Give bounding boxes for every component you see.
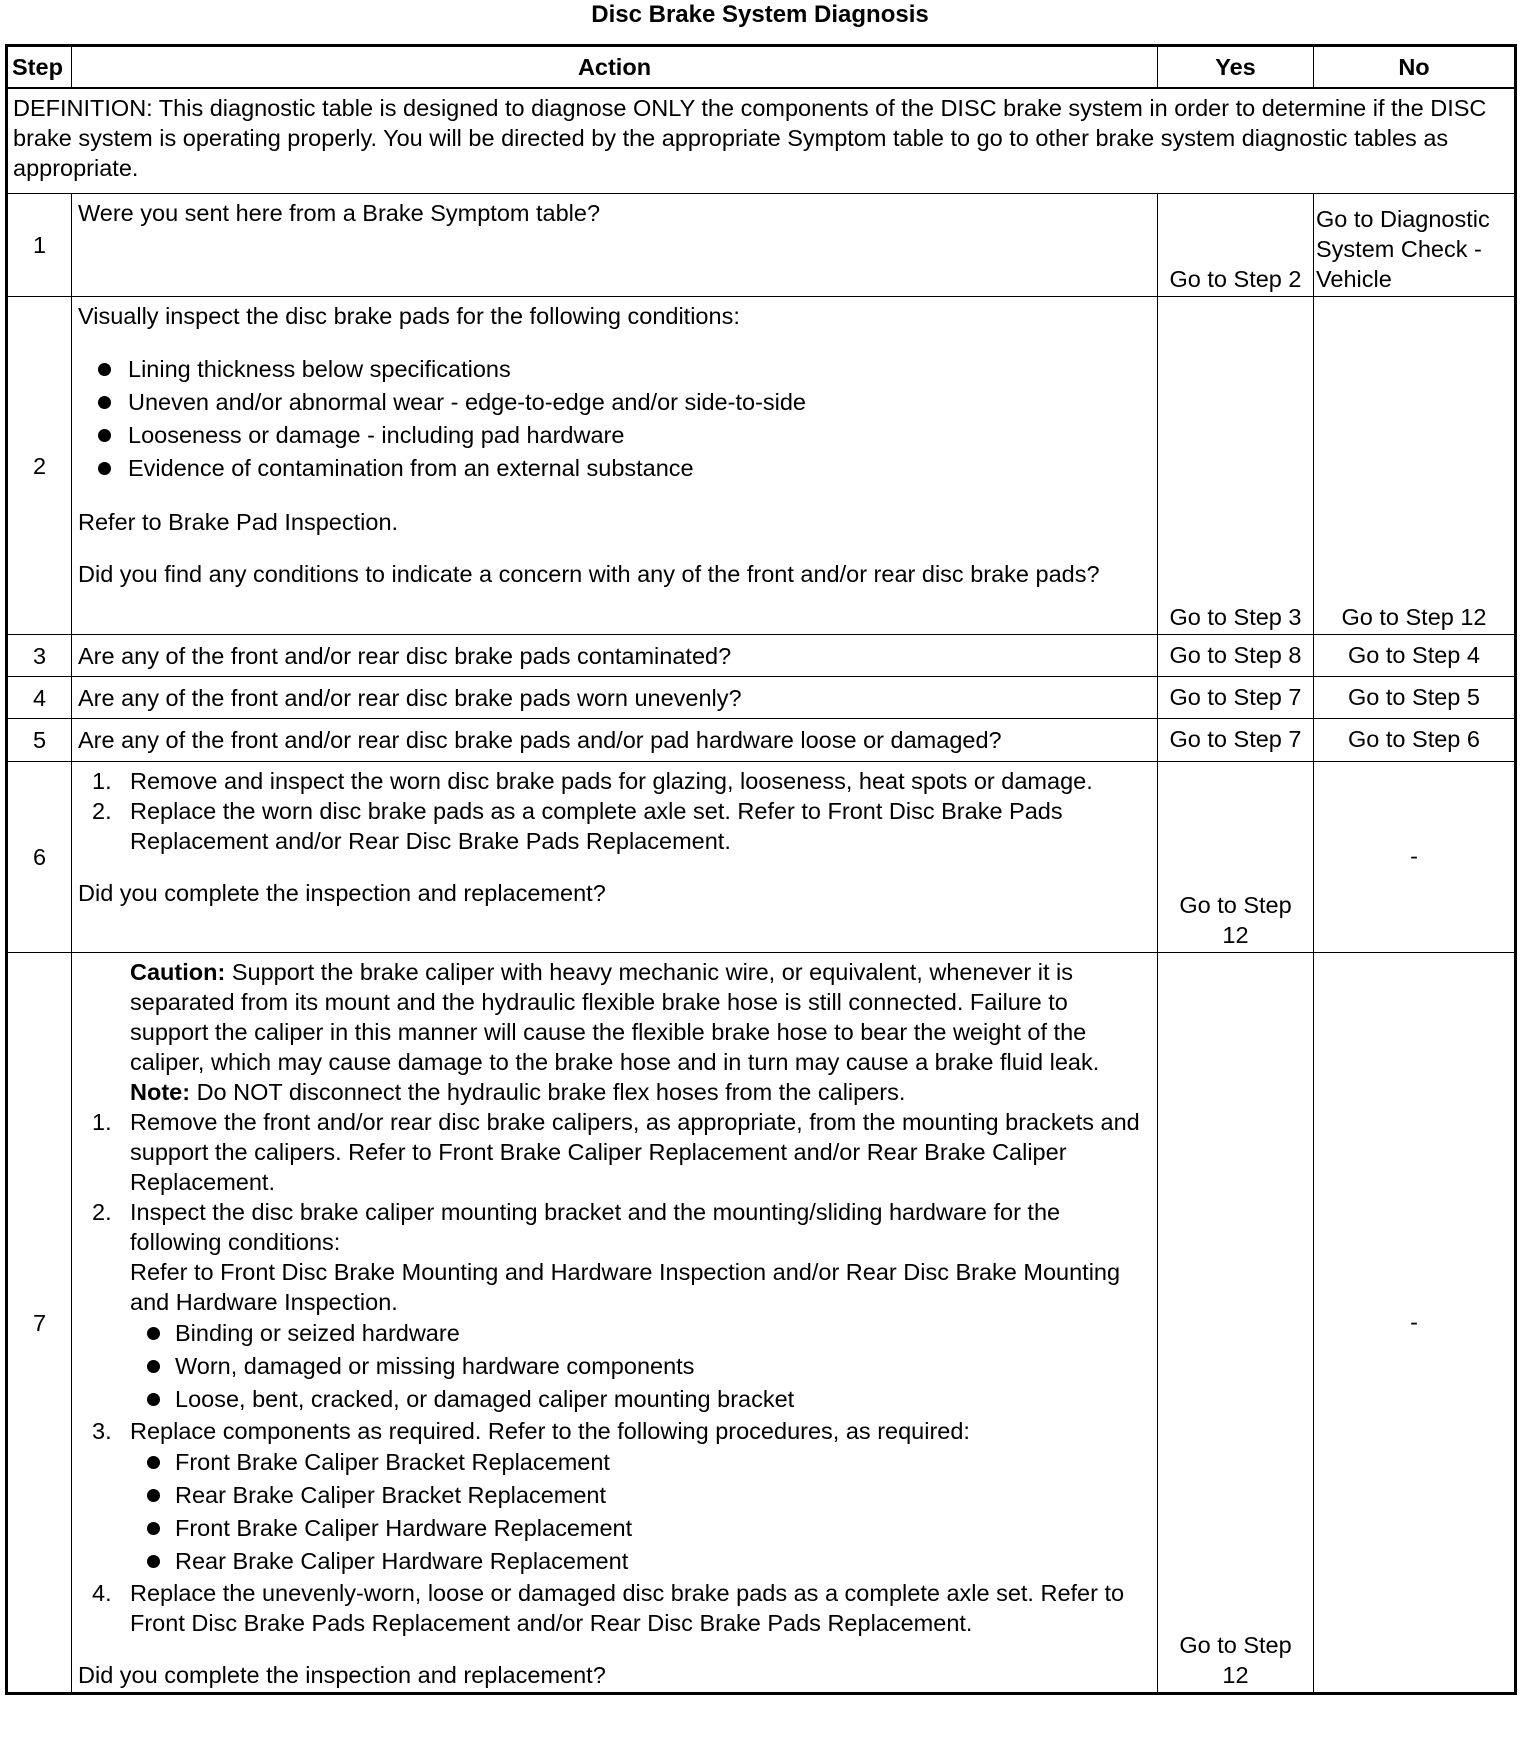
list-item: Loose, bent, cracked, or damaged caliper mounting bracket [130,1383,1151,1416]
item-number: 4. [92,1580,112,1606]
step-number: 4 [7,677,72,719]
caution-text: Support the brake caliper with heavy mechanic wire, or equivalent, whenever it is separated from its mount and the hydraulic flexible brake hose is still connected. Failure to support the caliper in this manner will cause the flexible brake hose to bear the weight of the caliper, which may cause damage to the brake hose and in turn may cause a brake fluid leak. [130,959,1100,1075]
table-row [7,635,1516,677]
step-number: 6 [7,762,72,953]
no-result: Go to Diagnostic System Check - Vehicle [1314,194,1516,297]
no-result: Go to Step 12 [1314,297,1516,635]
list-item: Front Brake Caliper Bracket Replacement [130,1446,1151,1479]
step-number: 7 [7,953,72,1694]
refer-text: Refer to Brake Pad Inspection. [78,509,399,535]
step-action: Are any of the front and/or rear disc brake pads contaminated? [72,635,1158,677]
item-text: Replace the unevenly-worn, loose or damaged disc brake pads as a complete axle set. Refer to Front Disc Brake Pads Replacement and/or Rear Disc Brake Pads Replacement. [130,1580,1125,1636]
item-refer: Refer to Front Disc Brake Mounting and Hardware Inspection and/or Rear Disc Brake Mounting and Hardware Inspection. [130,1259,1121,1315]
yes-result: Go to Step 2 [1158,194,1314,297]
list-item [78,766,1151,796]
step-action [72,762,1158,953]
caution-label: Caution: [130,959,226,985]
condition-list [78,353,1151,485]
item-text: Remove the front and/or rear disc brake calipers, as appropriate, from the mounting brackets and support the calipers. Refer to Front Brake Caliper Replacement and/or Rear Brake Caliper Replacement. [130,1109,1140,1195]
list-item [78,1197,1151,1416]
list-item: Rear Brake Caliper Hardware Replacement [130,1545,1151,1578]
procedure-links [130,1446,1151,1578]
step-action: Are any of the front and/or rear disc brake pads and/or pad hardware loose or damaged? [72,719,1158,762]
definition-row [7,88,1516,194]
definition-text: DEFINITION: This diagnostic table is designed to diagnose ONLY the components of the DISC brake system in order to determine if the DISC brake system is operating properly. You will be directed by the appropriate Symptom table to go to other brake system diagnostic tables as appropriate. [7,88,1516,194]
list-item [78,1416,1151,1578]
header-action: Action [72,46,1158,89]
yes-result: Go to Step 12 [1158,762,1314,953]
step-question: Did you find any conditions to indicate a concern with any of the front and/or rear disc brake pads? [78,561,1100,587]
list-item: Worn, damaged or missing hardware components [130,1350,1151,1383]
table-row [7,953,1516,1694]
step-question: Did you complete the inspection and replacement? [78,880,606,906]
list-item: Uneven and/or abnormal wear - edge-to-edge and/or side-to-side [78,386,1151,419]
step-action [72,953,1158,1694]
header-step: Step [7,46,72,89]
item-text: Inspect the disc brake caliper mounting bracket and the mounting/sliding hardware for the following conditions: [130,1199,1061,1255]
list-item [78,1107,1151,1197]
procedure-list [78,766,1151,856]
step-number: 2 [7,297,72,635]
step-action: Were you sent here from a Brake Symptom table? [72,194,1158,297]
item-number: 1. [92,768,112,794]
no-result: Go to Step 5 [1314,677,1516,719]
item-number: 1. [92,1109,112,1135]
table-header-row [7,46,1516,89]
table-row [7,194,1516,297]
step-intro: Visually inspect the disc brake pads for the following conditions: [78,303,740,329]
step-action: Are any of the front and/or rear disc brake pads worn unevenly? [72,677,1158,719]
diagnosis-table [5,44,1517,1695]
condition-list [130,1317,1151,1416]
item-number: 2. [92,798,112,824]
table-row [7,719,1516,762]
yes-result: Go to Step 12 [1158,953,1314,1694]
yes-result: Go to Step 8 [1158,635,1314,677]
item-text: Replace components as required. Refer to the following procedures, as required: [130,1418,970,1444]
table-row [7,297,1516,635]
yes-result: Go to Step 7 [1158,719,1314,762]
list-item [78,1578,1151,1638]
no-result: - [1314,762,1516,953]
no-result: - [1314,953,1516,1694]
item-number: 3. [92,1418,112,1444]
item-text: Replace the worn disc brake pads as a complete axle set. Refer to Front Disc Brake Pads Replacement and/or Rear Disc Brake Pads Replacement. [130,798,1063,854]
step-number: 3 [7,635,72,677]
list-item: Evidence of contamination from an external substance [78,452,1151,485]
no-result: Go to Step 6 [1314,719,1516,762]
list-item: Binding or seized hardware [130,1317,1151,1350]
item-text: Remove and inspect the worn disc brake pads for glazing, looseness, heat spots or damage. [130,768,1093,794]
no-result: Go to Step 4 [1314,635,1516,677]
list-item: Rear Brake Caliper Bracket Replacement [130,1479,1151,1512]
table-row [7,762,1516,953]
list-item: Lining thickness below specifications [78,353,1151,386]
header-yes: Yes [1158,46,1314,89]
note [78,1077,1151,1107]
note-text: Do NOT disconnect the hydraulic brake flex hoses from the calipers. [196,1079,906,1105]
step-number: 5 [7,719,72,762]
list-item [78,796,1151,856]
procedure-list [78,1107,1151,1638]
list-item: Front Brake Caliper Hardware Replacement [130,1512,1151,1545]
yes-result: Go to Step 7 [1158,677,1314,719]
header-no: No [1314,46,1516,89]
caution-note [78,957,1151,1077]
yes-result: Go to Step 3 [1158,297,1314,635]
list-item: Looseness or damage - including pad hardware [78,419,1151,452]
step-number: 1 [7,194,72,297]
table-row [7,677,1516,719]
note-label: Note: [130,1079,191,1105]
step-action [72,297,1158,635]
step-question: Did you complete the inspection and replacement? [78,1662,606,1688]
document-title: Disc Brake System Diagnosis [591,1,929,28]
item-number: 2. [92,1199,112,1225]
